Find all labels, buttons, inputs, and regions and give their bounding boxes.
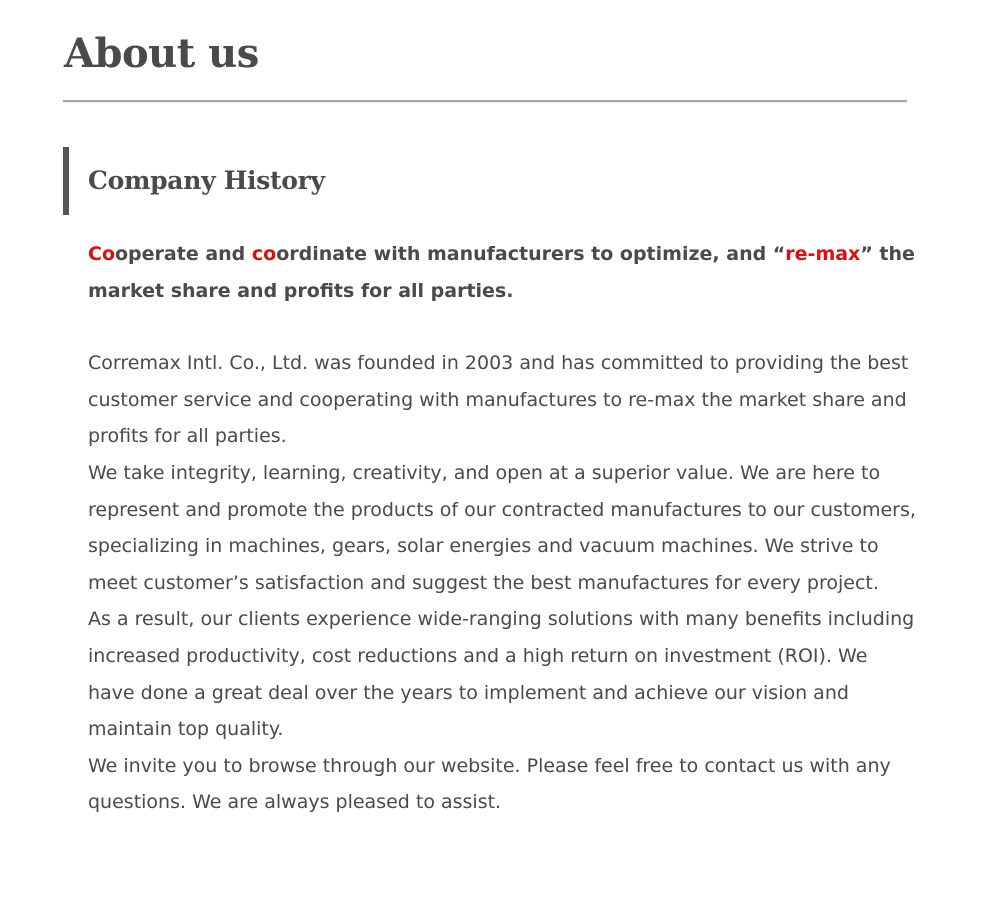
slogan-text: ordinate with manufacturers to optimize, and “: [276, 243, 786, 265]
history-paragraph: As a result, our clients experience wide-ranging solutions with many benefits including increased productivity, cost reductions and a high return on investment (ROI). We have done a great deal over the years to implement and achieve our vision and maintain top quality.: [88, 608, 915, 741]
company-history-text: [88, 345, 918, 821]
slogan-highlight-remax: re-max: [785, 243, 861, 265]
history-paragraph: We invite you to browse through our website. Please feel free to contact us with any questions. We are always pleased to assist.: [88, 754, 891, 814]
page-title: About us: [64, 30, 259, 77]
section-accent-bar: [63, 147, 69, 215]
section-title: Company History: [88, 166, 325, 195]
history-paragraph: Corremax Intl. Co., Ltd. was founded in 2003 and has committed to providing the best customer service and cooperating with manufactures to re-max the market share and profits for all parties.: [88, 352, 909, 448]
content-area: [88, 236, 918, 821]
history-paragraph: We take integrity, learning, creativity, and open at a superior value. We are here to represent and promote the products of our contracted manufactures to our customers, specializing in machines, gears, solar energies and vacuum machines. We strive to meet customer’s satisfaction and suggest the best manufactures for every project.: [88, 461, 916, 594]
company-slogan: [88, 236, 918, 309]
slogan-text: operate and: [115, 243, 252, 265]
slogan-highlight-co-2: co: [251, 243, 277, 265]
title-divider: [63, 100, 907, 102]
slogan-highlight-co: Co: [88, 243, 115, 265]
slogan-text: ” the market share and profits for all parties.: [88, 243, 915, 302]
